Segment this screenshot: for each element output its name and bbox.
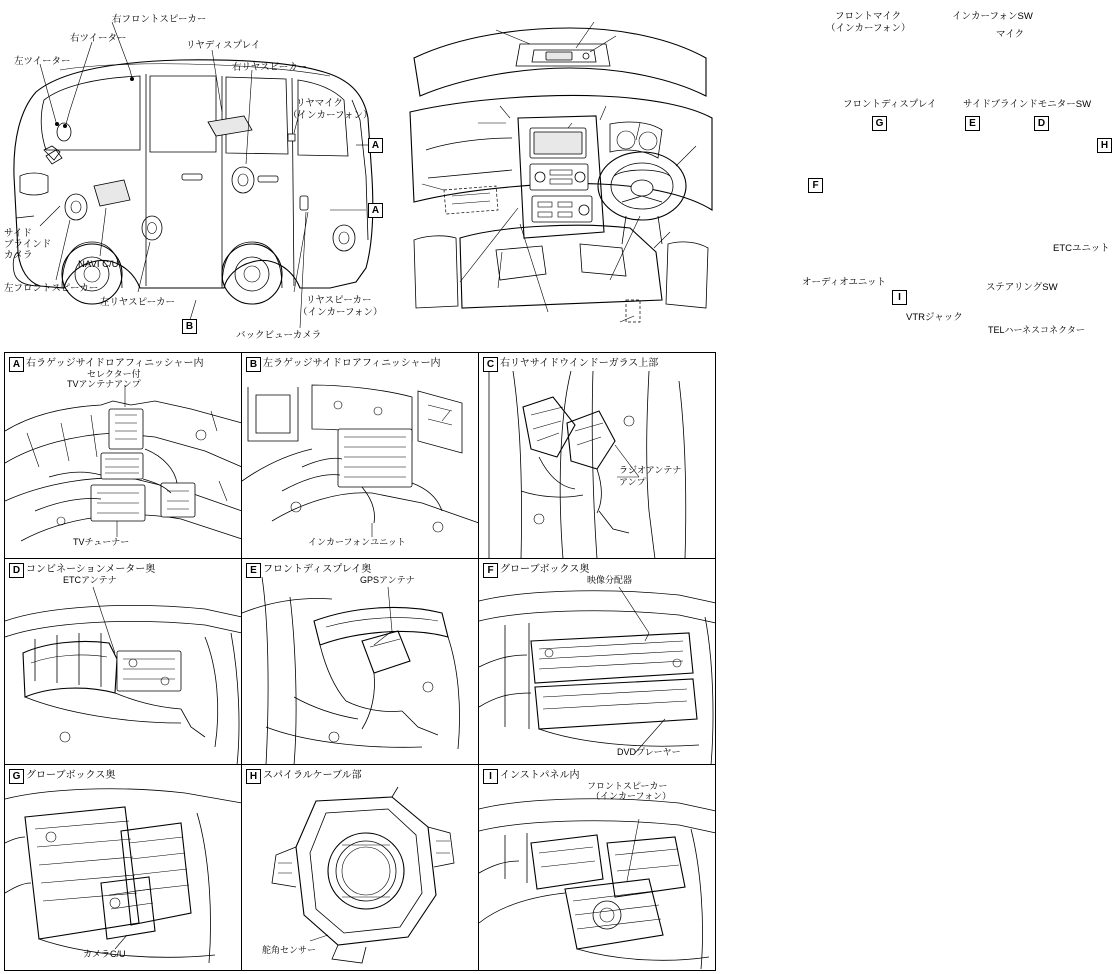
marker-g: G bbox=[872, 116, 887, 131]
panel-e-art bbox=[242, 577, 478, 764]
panel-f-svg bbox=[479, 577, 716, 765]
panel-c-title: 右リヤサイドウインドーガラス上部 bbox=[500, 358, 659, 369]
panel-b-label-incarphone-unit: インカーフォンユニット bbox=[308, 537, 406, 547]
panel-g-label-camera-cu: カメラC/U bbox=[83, 949, 126, 959]
marker-i: I bbox=[892, 290, 907, 305]
panel-h-label-steering-angle-sensor: 舵角センサー bbox=[262, 945, 317, 955]
label-back-view-camera: バックビューカメラ bbox=[236, 330, 322, 341]
vehicle-interior-svg bbox=[400, 0, 719, 350]
panel-c-tag: C bbox=[483, 357, 498, 372]
panel-e-title: フロントディスプレイ奥 bbox=[263, 564, 372, 575]
panel-f-art bbox=[479, 577, 715, 764]
label-rear-mic-sub: （インカーフォン） bbox=[288, 110, 373, 121]
panel-a-title: 右ラゲッジサイドロアフィニッシャー内 bbox=[26, 358, 204, 369]
panel-d-svg bbox=[5, 577, 242, 765]
panel-f-title: グローブボックス奥 bbox=[500, 564, 590, 575]
panel-g-art bbox=[5, 783, 241, 970]
panel-i-label-front-speaker: フロントスピーカー bbox=[587, 781, 668, 791]
panel-b-svg bbox=[242, 371, 479, 559]
marker-e: E bbox=[965, 116, 980, 131]
label-incarphone-sw: インカーフォンSW bbox=[952, 11, 1033, 22]
label-vtr-jack: VTRジャック bbox=[906, 312, 963, 323]
panel-a-label-tv-antenna-amp: TVアンテナアンプ bbox=[67, 379, 141, 389]
panel-b-tag: B bbox=[246, 357, 261, 372]
panel-d bbox=[5, 559, 242, 765]
panel-c-label-amp: アンプ bbox=[619, 477, 646, 487]
label-left-rear-speaker: 左リヤスピーカー bbox=[100, 297, 176, 308]
panel-e bbox=[242, 559, 479, 765]
label-right-front-speaker: 右フロントスピーカー bbox=[112, 14, 207, 25]
panel-d-title: コンビネーションメーター奥 bbox=[26, 564, 156, 575]
panel-e-label-gps-antenna: GPSアンテナ bbox=[360, 575, 415, 585]
panel-a-art bbox=[5, 371, 241, 558]
panel-a-svg bbox=[5, 371, 242, 559]
label-steering-sw: ステアリングSW bbox=[986, 282, 1058, 293]
marker-b: B bbox=[182, 319, 197, 334]
label-rear-speaker: リヤスピーカー bbox=[306, 295, 372, 306]
panel-i bbox=[479, 765, 716, 971]
marker-a-upper: A bbox=[368, 138, 383, 153]
panel-i-label-front-speaker-sub: （インカーフォン） bbox=[591, 791, 672, 801]
marker-f: F bbox=[808, 178, 823, 193]
panel-d-art bbox=[5, 577, 241, 764]
panel-a-label-selector: セレクター付 bbox=[87, 369, 141, 379]
panel-b-title: 左ラゲッジサイドロアフィニッシャー内 bbox=[263, 358, 441, 369]
marker-d: D bbox=[1034, 116, 1049, 131]
panel-e-svg bbox=[242, 577, 479, 765]
panel-b-art bbox=[242, 371, 478, 558]
panel-f-tag: F bbox=[483, 563, 498, 578]
panel-g-tag: G bbox=[9, 769, 24, 784]
label-left-tweeter: 左ツイーター bbox=[14, 56, 71, 67]
marker-a-lower: A bbox=[368, 203, 383, 218]
panel-c-label-radio-antenna: ラジオアンテナ bbox=[619, 465, 682, 475]
label-navi-cu: NAVI C/U bbox=[78, 259, 119, 270]
panel-h-tag: H bbox=[246, 769, 261, 784]
label-left-front-speaker: 左フロントスピーカー bbox=[4, 283, 99, 294]
panel-a bbox=[5, 353, 242, 559]
panel-d-tag: D bbox=[9, 563, 24, 578]
label-rear-display: リヤディスプレイ bbox=[186, 40, 261, 51]
panel-c-art bbox=[479, 371, 715, 558]
panel-e-tag: E bbox=[246, 563, 261, 578]
marker-h: H bbox=[1097, 138, 1112, 153]
panel-g-title: グローブボックス奥 bbox=[26, 770, 116, 781]
panel-h-svg bbox=[242, 783, 479, 971]
label-tel-harness-connector: TELハーネスコネクター bbox=[988, 325, 1085, 335]
panel-a-label-tv-tuner: TVチューナー bbox=[73, 537, 130, 547]
label-audio-unit: オーディオユニット bbox=[802, 277, 886, 288]
label-mic: マイク bbox=[996, 29, 1025, 40]
panel-a-tag: A bbox=[9, 357, 24, 372]
panel-c bbox=[479, 353, 716, 559]
label-right-rear-speaker: 右リヤスピーカー bbox=[232, 62, 308, 73]
panel-i-title: インストパネル内 bbox=[500, 770, 580, 781]
label-side-blind-camera-1: サイド bbox=[4, 228, 32, 239]
panel-h bbox=[242, 765, 479, 971]
panel-i-tag: I bbox=[483, 769, 498, 784]
label-front-display: フロントディスプレイ bbox=[843, 99, 937, 110]
panel-f-label-dvd-player: DVDプレーヤー bbox=[617, 747, 681, 757]
vehicle-side-view-diagram bbox=[0, 0, 400, 350]
panel-g bbox=[5, 765, 242, 971]
label-side-blind-camera-3: カメラ bbox=[4, 250, 33, 261]
label-rear-mic: リヤマイク bbox=[296, 98, 343, 109]
panel-b bbox=[242, 353, 479, 559]
label-right-tweeter: 右ツイーター bbox=[70, 33, 127, 44]
vehicle-interior-diagram bbox=[400, 0, 1110, 350]
label-front-mic: フロントマイク bbox=[835, 11, 902, 22]
panel-h-art bbox=[242, 783, 478, 970]
label-rear-speaker-sub: （インカーフォン） bbox=[298, 307, 383, 318]
panel-d-label-etc-antenna: ETCアンテナ bbox=[63, 575, 117, 585]
label-side-blind-monitor-sw: サイドブラインドモニターSW bbox=[963, 99, 1092, 110]
panel-h-title: スパイラルケーブル部 bbox=[263, 770, 362, 781]
panel-g-svg bbox=[5, 783, 242, 971]
label-side-blind-camera-2: ブラインド bbox=[4, 239, 52, 250]
panel-f bbox=[479, 559, 716, 765]
label-front-mic-sub: （インカーフォン） bbox=[826, 23, 911, 34]
top-illustration-area bbox=[0, 0, 1110, 350]
detail-panel-grid bbox=[4, 352, 716, 971]
panel-f-label-video-distributor: 映像分配器 bbox=[587, 575, 633, 585]
panel-i-art bbox=[479, 783, 715, 970]
panel-i-svg bbox=[479, 783, 716, 971]
label-etc-unit: ETCユニット bbox=[1053, 243, 1110, 254]
